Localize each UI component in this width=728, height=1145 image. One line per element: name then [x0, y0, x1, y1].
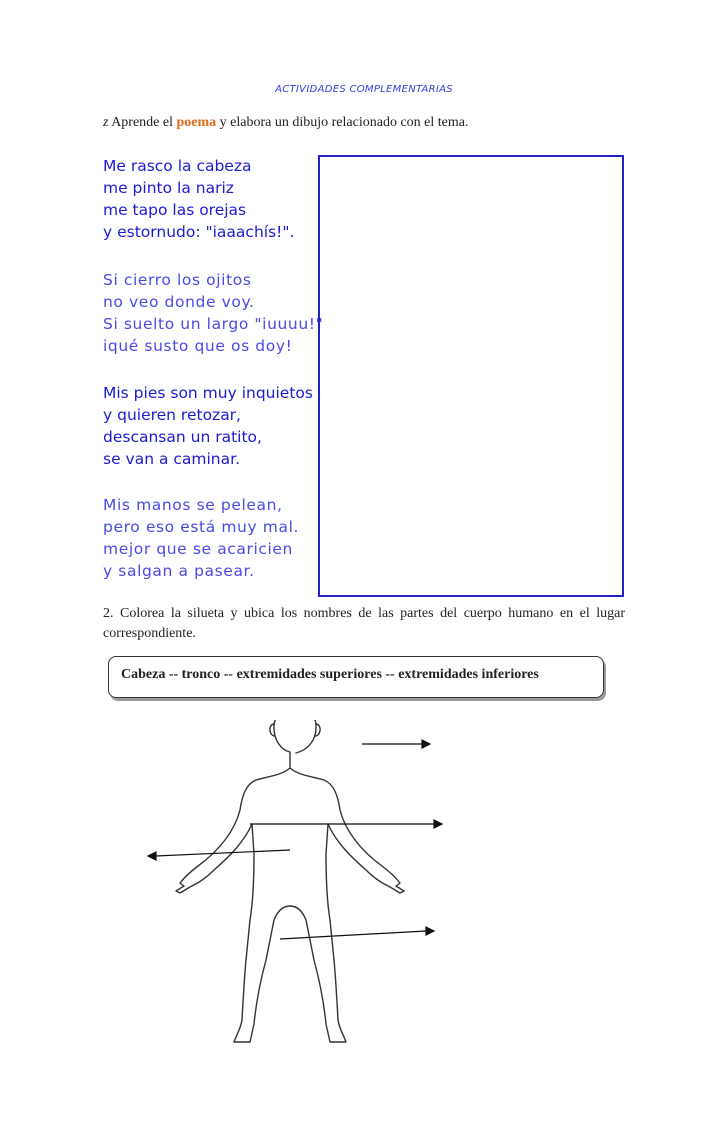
- poem-line: y quieren retozar,: [103, 406, 241, 424]
- activity-1-text-before: Aprende el: [111, 115, 173, 130]
- page-title: ACTIVIDADES COMPLEMENTARIAS: [275, 84, 453, 95]
- activity-1-highlight: poema: [176, 115, 217, 130]
- arrow-leg-label: [280, 931, 426, 939]
- poem-stanza-1: [103, 155, 294, 243]
- arrowhead: [434, 820, 442, 828]
- word-bank-box: [108, 656, 604, 698]
- poem-line: me pinto la nariz: [103, 179, 234, 197]
- poem-line: mejor que se acaricien: [103, 540, 293, 558]
- arrows: [148, 740, 442, 939]
- drawing-area[interactable]: [318, 155, 624, 597]
- poem-stanza-4: [103, 494, 299, 582]
- poem-line: no veo donde voy.: [103, 293, 255, 311]
- poem-line: me tapo las orejas: [103, 201, 247, 219]
- word-bank-text: Cabeza -- tronco -- extremidades superiores -- extremidades inferiores: [121, 667, 539, 682]
- arrow-arm-label: [156, 850, 290, 856]
- activity-1-text-after: y elabora un dibujo relacionado con el tema.: [219, 115, 469, 130]
- poem-line: y estornudo: "iaaachís!".: [103, 223, 295, 241]
- poem-line: Mis manos se pelean,: [103, 496, 283, 514]
- activity-2-instruction: 2. Colorea la silueta y ubica los nombres de las partes del cuerpo humano en el lugar correspondiente.: [103, 606, 625, 641]
- poem-line: descansan un ratito,: [103, 428, 262, 446]
- poem-stanza-3: [103, 382, 313, 470]
- poem-line: pero eso está muy mal.: [103, 518, 300, 536]
- body-silhouette[interactable]: [140, 720, 450, 1050]
- activity-1-bullet: z: [103, 115, 109, 130]
- poem-line: Me rasco la cabeza: [103, 157, 252, 175]
- poem-line: Si cierro los ojitos: [103, 271, 252, 289]
- poem-line: Si suelto un largo "iuuuu!": [103, 315, 324, 333]
- arrowhead: [426, 927, 434, 935]
- poem-stanza-2: [103, 269, 323, 357]
- silhouette-outline: [176, 720, 404, 1042]
- arrowhead: [148, 852, 156, 860]
- poem-line: se van a caminar.: [103, 450, 241, 468]
- activity-1-instruction: [103, 115, 468, 131]
- arrowhead: [422, 740, 430, 748]
- poem-line: iqué susto que os doy!: [103, 337, 293, 355]
- poem-line: y salgan a pasear.: [103, 562, 255, 580]
- poem-line: Mis pies son muy inquietos: [103, 384, 313, 402]
